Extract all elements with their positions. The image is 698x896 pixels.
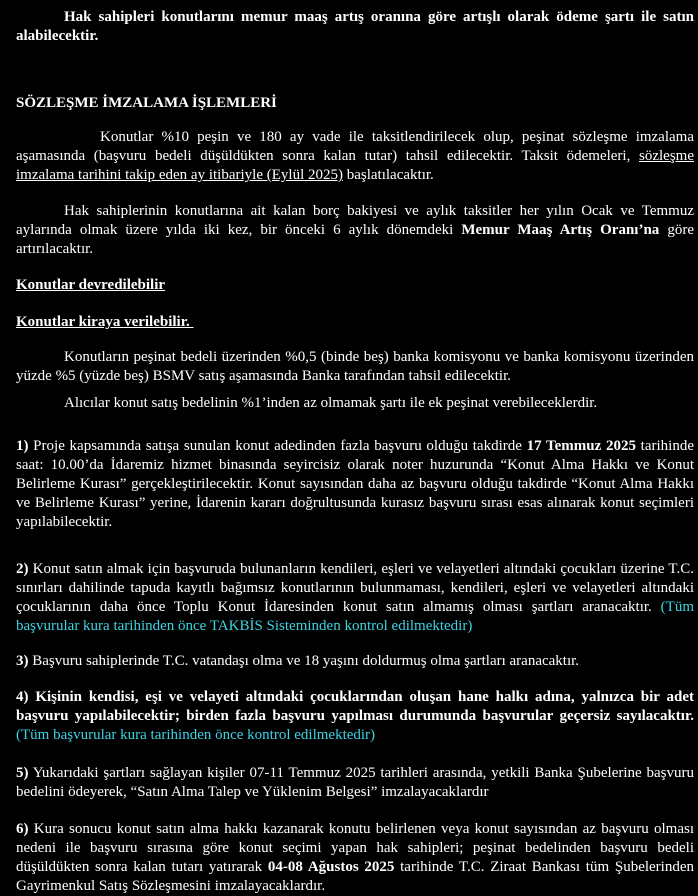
rent-block <box>16 313 694 332</box>
transfer-block <box>16 276 694 295</box>
contract-heading: SÖZLEŞME İMZALAMA İŞLEMLERİ <box>16 95 277 111</box>
item-3-text-a: Başvuru sahiplerinde T.C. vatandaşı olma ve 18 yaşını doldurmuş olma şartları aranacaktır. <box>28 653 580 669</box>
item-2-paragraph <box>16 560 694 636</box>
contract-paragraph-1-block <box>16 128 694 185</box>
item-4-text: 4) Kişinin kendisi, eşi ve velayeti altındaki çocuklarından oluşan hane halkı adına, yalnızca bir adet başvuru yapılabilecektir; birden fazla başvuru yapılması durumunda başvurular geçersiz sayılacaktır. <box>16 689 694 724</box>
item-1-text-b: tarihinde saat: 10.00’da İdaremiz hizmet binasında seyircisiz olarak noter huzurunda “Konut Alma Hakkı ve Konut Belirleme Kurası” gerçekleştirilecektir. Konut sayısından daha az başvuru olduğu takdirde “Konut Alma Hakkı ve Belirleme Kurası” yerine, İdarenin kararı doğrultusunda kurasız başvuru sırası esas alınarak konut seçimleri yapılabilecektir. <box>16 438 694 530</box>
contract-paragraph-1 <box>16 128 694 185</box>
contract-p2-bold: Memur Maaş Artış Oranı’na <box>461 222 660 238</box>
contract-p1-underlined: sözleşme imzalama tarihini takip eden ay itibariyle (Eylül 2025) <box>16 148 694 183</box>
list-item-5 <box>16 764 694 802</box>
contract-p1-text-a: Konutlar %10 peşin ve 180 ay vade ile taksitlendirilecek olup, peşinat sözleşme imzalama aşamasında (başvuru bedeli düşüldükten sonra kalan tutar) tahsil edilecektir. Taksit ödemeleri, <box>16 129 694 164</box>
item-1-date: 17 Temmuz 2025 <box>526 438 636 454</box>
list-item-1 <box>16 437 694 532</box>
item-4-note: (Tüm başvurular kura tarihinden önce kontrol edilmektedir) <box>16 727 376 743</box>
extra-payment-paragraph: Alıcılar konut satış bedelinin %1’inden az olmamak şartı ile ek peşinat verebileceklerdir. <box>64 395 598 411</box>
rent-heading: Konutlar kiraya verilebilir. <box>16 314 194 330</box>
intro-block <box>16 8 694 46</box>
item-6-text-b: tarihinde T.C. Ziraat Bankası tüm Şubelerinden Gayrimenkul Satış Sözleşmesini imzalayacaklardır. <box>16 859 695 894</box>
item-1-number: 1) <box>16 438 29 454</box>
commission-paragraph: Konutların peşinat bedeli üzerinden %0,5 (binde beş) banka komisyonu ve banka komisyonu üzerinden yüzde %5 (yüzde beş) BSMV satış aşamasında Banka tarafından tahsil edilecektir. <box>16 349 694 384</box>
contract-p2-text-a: Hak sahiplerinin konutlarına ait kalan borç bakiyesi ve aylık taksitler her yılın Ocak ve Temmuz aylarında olmak üzere yılda iki kez, bir önceki 6 aylık dönemdeki <box>16 203 694 238</box>
contract-paragraph-2 <box>16 202 694 259</box>
intro-paragraph: Hak sahipleri konutlarını memur maaş artış oranına göre artışlı olarak ödeme şartı ile satın alabilecektir. <box>16 9 694 44</box>
item-6-date: 04-08 Ağustos 2025 <box>267 859 395 875</box>
item-3-paragraph <box>16 652 694 671</box>
list-item-6 <box>16 820 694 896</box>
transfer-heading: Konutlar devredilebilir <box>16 277 166 293</box>
contract-section <box>16 94 694 113</box>
item-2-note: (Tüm başvurular kura tarihinden önce TAKBİS Sisteminden kontrol edilmektedir) <box>16 599 694 634</box>
item-6-paragraph <box>16 820 694 896</box>
commission-block <box>16 348 694 386</box>
item-2-number: 2) <box>16 561 29 577</box>
extra-payment-block <box>16 394 694 413</box>
item-5-number: 5) <box>16 765 29 781</box>
list-item-3 <box>16 652 694 671</box>
item-3-number: 3) <box>16 653 29 669</box>
item-6-number: 6) <box>16 821 29 837</box>
item-6-text-a: Kura sonucu konut satın alma hakkı kazanarak konutu belirlenen veya konut sayısından az başvuru olması nedeni ile başvuru sırasına göre konut seçimi yapan hak sahipleri; peşinat bedelinden başvuru bedeli düşüldükten sonra kalan tutarı yatırarak <box>16 821 694 875</box>
item-1-text-a: Proje kapsamında satışa sunulan konut adedinden fazla başvuru olduğu takdirde <box>28 438 527 454</box>
item-5-text-a: Yukarıdaki şartları sağlayan kişiler 07-11 Temmuz 2025 tarihleri arasında, yetkili Banka Şubelerine başvuru bedelini ödeyerek, “Satın Alma Talep ve Yüklenim Belgesi” imzalayacaklardır <box>16 765 694 800</box>
list-item-2 <box>16 560 694 636</box>
contract-p1-text-b: başlatılacaktır. <box>342 167 434 183</box>
item-5-paragraph <box>16 764 694 802</box>
list-item-4 <box>16 688 694 745</box>
item-2-text-a: Konut satın almak için başvuruda bulunanların kendileri, eşleri ve velayetleri altındaki çocukları üzerine T.C. sınırları dahilinde tapuda kayıtlı bağımsız konutlarının bulunmaması, kendileri, eşleri ve velayetleri altındaki çocuklarının daha önce Toplu Konut İdaresinden konut satın almamış olması şartları aranacaktır. <box>16 561 694 615</box>
item-4-paragraph <box>16 688 694 745</box>
item-1-paragraph <box>16 437 694 532</box>
contract-paragraph-2-block <box>16 202 694 259</box>
contract-p2-text-b: göre artırılacaktır. <box>16 222 694 257</box>
